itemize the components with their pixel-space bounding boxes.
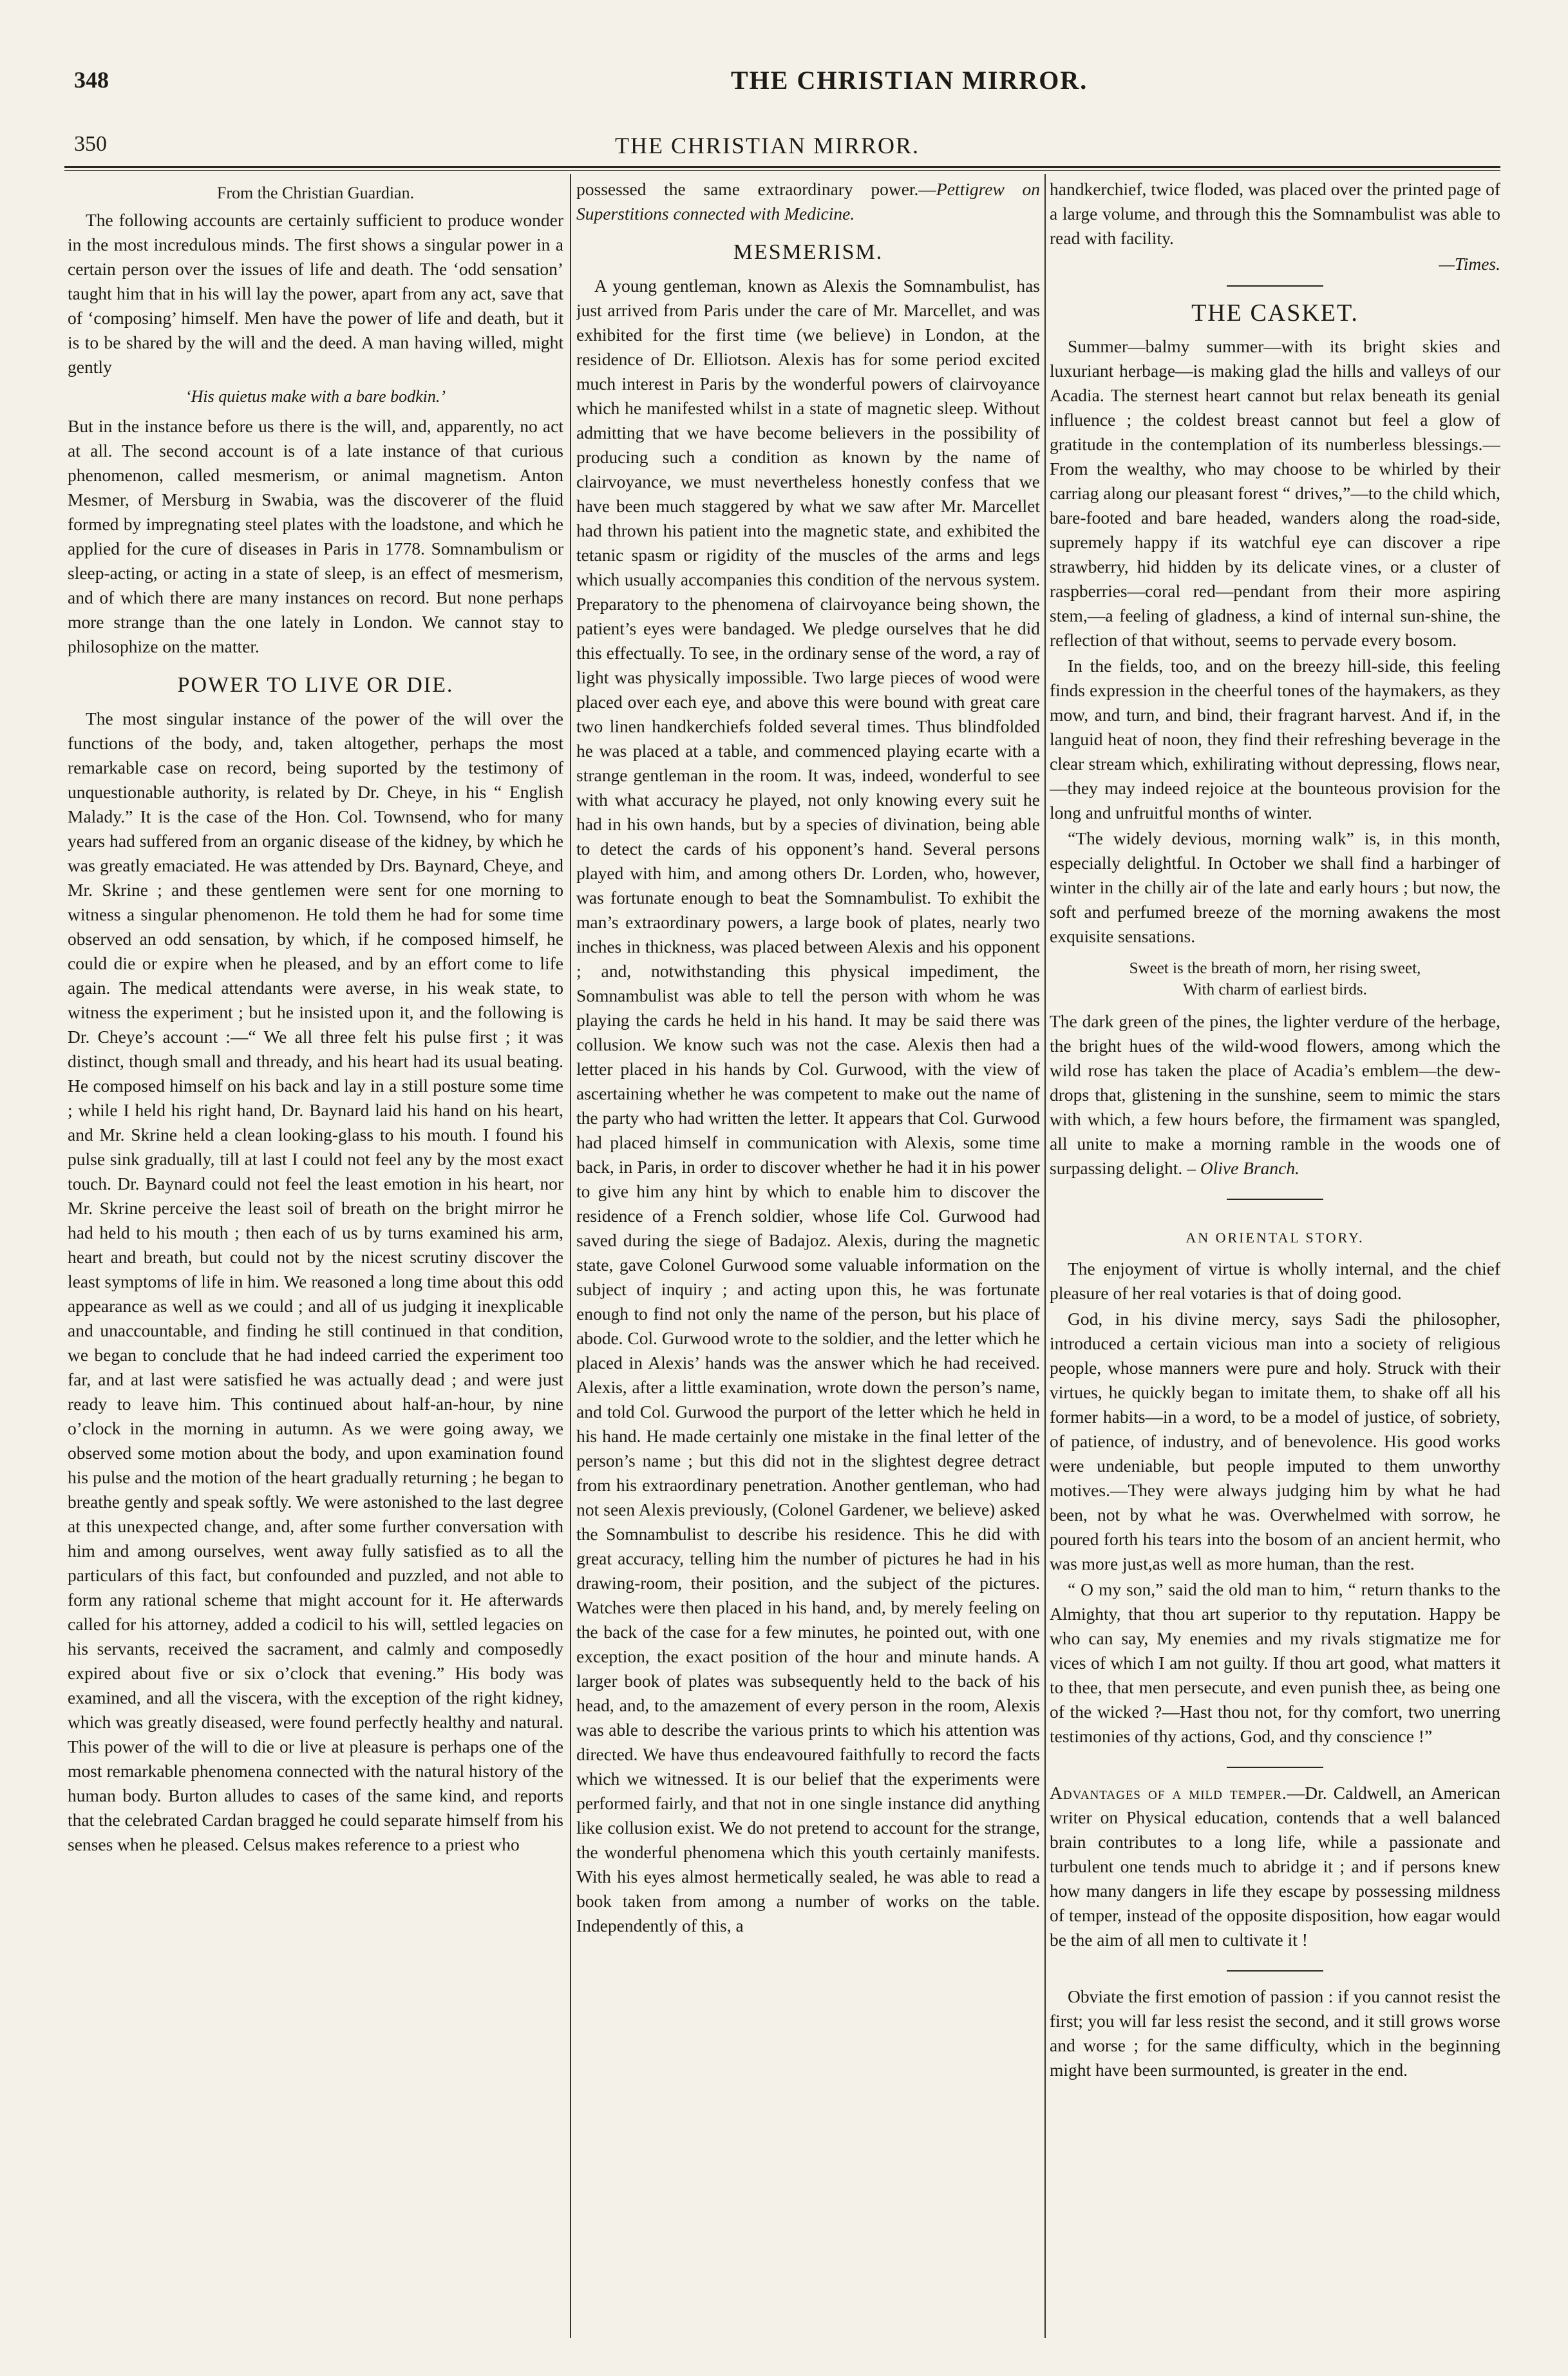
verse-quote (1050, 958, 1500, 1000)
obviate-paragraph: Obviate the first emotion of passion : if you cannot resist the first; you will far less resist the second, and it still grows worse and worse ; for the same difficulty, which in the beginning might have been surmounted, is greater in the end. (1050, 1986, 1500, 2080)
mild-temper-paragraph: Advantages of a mild temper.—Dr. Caldwell, an American writer on Physical education, contends that a well balanced brain contributes to a long life, while a passionate and turbulent one tends much to abridge it ; and if persons knew how many dangers in life they escape by possessing mildness of temper, instead of the opposite disposition, how eagar would be the aim of all men to cultivate it ! (1050, 1783, 1500, 1950)
verse-line-1: Sweet is the breath of morn, her rising sweet, (1129, 960, 1421, 977)
article-heading-casket: THE CASKET. (1191, 299, 1359, 327)
mild-temper-title: Advantages of a mild temper. (1050, 1783, 1287, 1803)
separator-2 (1227, 1199, 1323, 1200)
separator (1227, 285, 1323, 287)
masthead-title: THE CHRISTIAN MIRROR. (615, 133, 920, 158)
header-rule-thin (64, 170, 1500, 171)
separator-3 (1227, 1767, 1323, 1768)
page-header (74, 132, 1491, 164)
top-page-header (74, 61, 1478, 106)
verse-line-2: With charm of earliest birds. (1183, 981, 1367, 998)
article-heading-mesmerism: MESMERISM. (733, 240, 883, 264)
casket-paragraph-4: The dark green of the pines, the lighter verdure of the herbage, the bright hues of the wild-wood flowers, among which the wild rose has taken the place of Acadia’s emblem—the dew-drops that, glistening in the sunshine, seem to mimic the stars with which, a few hours before, the firmament was spangled, all unite to make a morning ramble in the woods one of surpassing delight. – Olive Branch. (1050, 1011, 1500, 1178)
story-paragraph-3: “ O my son,” said the old man to him, “ return thanks to the Almighty, that thou art superior to thy reputation. Happy be who can say, My enemies and my rivals stigmatize me for vices of which I am not guilty. If thou art good, what matters it to thee, that men persecute, and even punish thee, as being one of the wicked ?—Hast thou not, for thy comfort, two unerring testimonies of thy actions, God, and thy conscience !” (1050, 1579, 1500, 1746)
top-page-number: 348 (74, 67, 109, 93)
continued-text: possessed the same extraordinary power.—Pettigrew on Superstitions connected with Medicine. (576, 179, 1040, 223)
continued-text-col3: handkerchief, twice floded, was placed over the printed page of a large volume, and through this the Somnambulist was able to read with facility. (1050, 179, 1500, 248)
intro-continued: But in the instance before us there is the will, and, apparently, no act at all. The second account is of a late instance of that curious phenomenon, called mesmerism, or animal magnetism. Anton Mesmer, of Mersburg in Swabia, was the discoverer of the fluid formed by impregnating steel plates with the loadstone, and which he applied for the cure of diseases in Paris in 1778. Somnambulism or sleep-acting, or acting in a state of sleep, is an effect of mesmerism, and of which there are many instances on record. But none perhaps more strange than the one lately in London. We cannot stay to philosophize on the matter. (68, 416, 563, 656)
casket-paragraph-1: Summer—balmy summer—with its bright skies and luxuriant herbage—is making glad the hills and valleys of our Acadia. The sternest heart cannot but relax beneath its genial influence ; the coldest breast cannot but feel a glow of gratitude in the contemplation of its numberless blessings.—From the wealthy, who may choose to be whirled by their carriag along our pleasant forest “ drives,”—to the child which, bare-footed and bare headed, wanders along the road-side, supremely happy if its watchful eye can discover a ripe strawberry, hid hidden by its delicate vines, or a cluster of raspberries—coral red—pendant from their more aspiring stem,—a feeling of gladness, a kind of internal sun-shine, the reflection of that without, seems to pervade every bosom. (1050, 336, 1500, 650)
column-3 (1050, 177, 1500, 2341)
story-paragraph-1: The enjoyment of virtue is wholly internal, and the chief pleasure of her real votaries is that of doing good. (1050, 1259, 1500, 1303)
casket-paragraph-2: In the fields, too, and on the breezy hill-side, this feeling finds expression in the cheerful tones of the haymakers, as they mow, and turn, and bind, their fragrant harvest. And if, in the languid heat of noon, they find their refreshing beverage in the clear stream which, exhilirating without depressing, flows near,—they may indeed rejoice at the bounteous provision for the long and unfruitful months of winter. (1050, 656, 1500, 822)
top-masthead-title: THE CHRISTIAN MIRROR. (731, 66, 1088, 95)
column-1 (68, 177, 563, 2341)
article-body-power-to-live: The most singular instance of the power of the will over the functions of the body, and, taken altogether, perhaps the most remarkable case on record, being suported by the testimony of unquestionable authority, is related by Dr. Cheye, in his “ English Malady.” It is the case of the Hon. Col. Townsend, who for many years had suffered from an organic disease of the kidney, by which he was greatly emaciated. He was attended by Drs. Baynard, Cheye, and Mr. Skrine ; and these gentlemen were sent for one morning to witness a singular phenomenon. He told them he had for some time observed an odd sensation, by which, if he composed himself, he could die or expire when he pleased, and by an effort come to life again. The medical attendants were averse, in his weak state, to witness the experiment ; but he insisted upon it, and the following is Dr. Cheye’s account :—“ We all three felt his pulse first ; it was distinct, though small and thready, and his heart had its usual beating. He composed himself on his back and lay in a still posture some time ; while I held his right hand, Dr. Baynard laid his hand on his heart, and Mr. Skrine held a clean looking-glass to his mouth. I found his pulse sink gradually, till at last I could not feel any by the most exact touch. Dr. Baynard could not feel the least emotion in his heart, nor Mr. Skrine perceive the least soil of breath on the bright mirror he had held to his mouth ; then each of us by turns examined his arm, heart and breath, but could not by the nicest scrutiny discover the least symptoms of life in him. We reasoned a long time about this odd appearance as well as we could ; and all of us judging it inexplicable and unaccountable, and finding he still continued in that condition, we began to conclude that he had indeed carried the experiment too far, and at last were satisfied he was actually dead ; and were just ready to leave him. This continued about half-an-hour, by nine o’clock in the morning in autumn. As we were going away, we observed some motion about the body, and upon examination found his pulse and the motion of the heart gradually returning ; he began to breathe gently and speak softly. We were astonished to the last degree at this unexpected change, and, after some further conversation with him and among ourselves, went away fully satisfied as to all the particulars of this fact, but confounded and puzzled, and not able to form any rational scheme that might account for it. He afterwards called for his attorney, added a codicil to his will, settled legacies on his servants, received the sacrament, and calmly and composedly expired about five or six o’clock that evening.” His body was examined, and all the viscera, with the exception of the right kidney, which was greatly diseased, were found perfectly healthy and natural. This power of the will to die or live at pleasure is perhaps one of the most remarkable phenomena connected with the natural history of the human body. Burton alludes to cases of the same kind, and reports that the celebrated Cardan bragged he could separate himself from his senses when he pleased. Celsus makes reference to a priest who (68, 708, 563, 1854)
header-rule (64, 166, 1500, 168)
column-divider-1 (570, 174, 571, 2338)
casket-paragraph-3: “The widely devious, morning walk” is, in this month, especially delightful. In October we shall find a harbinger of winter in the chilly air of the late and early hours ; but now, the soft and perfumed breeze of the morning awakens the most exquisite sensations. (1050, 828, 1500, 946)
column-2 (576, 177, 1040, 2341)
casket-source: Olive Branch. (1200, 1158, 1300, 1178)
continued-source: Pettigrew on Superstitions connected with Medicine. (576, 179, 1040, 223)
source-credit: From the Christian Guardian. (216, 184, 415, 202)
story-paragraph-2: God, in his divine mercy, says Sadi the philosopher, introduced a certain vicious man into a society of religious people, whose manners were pure and holy. Struck with their virtues, he quickly began to imitate them, to shake off all his former habits—in a word, to be a model of justice, of sobriety, of patience, of industry, and of benevolence. His good works were undeniable, but people imputed to them unworthy motives.—They were always judging him by what he had been, not by what he was. Overwhelmed with sorrow, he poured forth his tears into the bosom of an ancient hermit, who was more just,as well as more human, than the rest. (1050, 1309, 1500, 1573)
article-body-mesmerism: A young gentleman, known as Alexis the Somnambulist, has just arrived from Paris under the care of Mr. Marcellet, and was exhibited for the first time (we believe) in London, at the residence of Dr. Elliotson. Alexis has for some period excited much interest in Paris by the wonderful powers of clairvoyance which he manifested whilst in a state of magnetic sleep. Without admitting that we have become believers in the possibility of producing such a condition as known by the name of clairvoyance, we must nevertheless honestly confess that we have been much staggered by what we saw after Mr. Marcellet had thrown his patient into the magnetic state, and exhibited the tetanic spasm or rigidity of the muscles of the arms and legs which usually accompanies this condition of the nervous system. Preparatory to the phenomena of clairvoyance being shown, the patient’s eyes were bandaged. We pledge ourselves that he did this effectually. To see, in the ordinary sense of the word, a ray of light was physically impossible. Two large pieces of wood were placed over each eye, and above this were bound with great care two linen handkerchiefs folded several times. Thus blindfolded he was placed at a table, and commenced playing ecarte with a strange gentleman in the room. It was, indeed, wonderful to see with what accuracy he played, not only knowing every suit he had in his own hands, but by a species of divination, being able to detect the cards of his opponent’s hand. Several persons played with him, and among others Dr. Lorden, who, however, was fortunate enough to beat the Somnambulist. To exhibit the man’s extraordinary powers, a large book of plates, nearly two inches in thickness, was placed between Alexis and his opponent ; and, notwithstanding this physical impediment, the Somnambulist was able to tell the person with whom he was playing the cards he held in his hand. It may be said there was collusion. We know such was not the case. Alexis then had a letter placed in his hands by Col. Gurwood, with the view of ascertaining whether he was competent to make out the name of the party who had written the letter. It appears that Col. Gurwood had placed himself in communication with Alexis, some time back, in Paris, in order to discover whether he had it in his power to give him any hint by which to enable him to discover the residence of a French soldier, whose life Col. Gurwood had saved during the siege of Badajoz. Alexis, during the magnetic state, gave Colonel Gurwood some valuable information on the subject of inquiry ; and acting upon this, he was fortunate enough to find not only the name of the person, but his place of abode. Col. Gurwood wrote to the soldier, and the letter which he placed in Alexis’ hands was the answer which he had received. Alexis, after a little examination, wrote down the person’s name, and told Col. Gurwood the purport of the letter which he held in his hand. He made certainly one mistake in the final letter of the person’s name ; but this did not in the slightest degree detract from his extraordinary penetration. Another gentleman, who had not seen Alexis previously, (Colonel Gardener, we believe) asked the Somnambulist to describe his residence. This he did with great accuracy, telling him the number of pictures he had in his drawing-room, their position, and the subject of the pictures. Watches were then placed in his hand, and, by merely feeling on the back of the case for a few minutes, he pointed out, with one exception, the exact position of the hour and minute hands. A larger book of plates was subsequently held to the back of his head, and, to the amazement of every person in the room, Alexis was able to describe the various prints to which his attention was directed. We have thus endeavoured faithfully to record the facts which we witnessed. It is our belief that the experiments were performed fairly, and that not in one single instance did anything like collusion exist. We do not pretend to account for the strange, the wonderful phenomena which this youth certainly manifests. With his eyes almost hermetically sealed, he was able to read a book taken from among a number of works on the table. Independently of this, a (576, 276, 1040, 1935)
article-heading-power-to-live: POWER TO LIVE OR DIE. (177, 673, 454, 697)
separator-4 (1227, 1970, 1323, 1972)
quotation: ‘His quietus make with a bare bodkin.’ (185, 387, 446, 406)
page-number: 350 (74, 132, 107, 156)
column-divider-2 (1044, 174, 1046, 2338)
article-heading-oriental-story: AN ORIENTAL STORY. (1185, 1230, 1365, 1246)
intro-paragraph: The following accounts are certainly sufficient to produce wonder in the most incredulous minds. The first shows a singular power in a certain person over the issues of life and death. The ‘odd sensation’ taught him that in his will lay the power, apart from any act, save that of ‘composing’ himself. Men have the power of life and death, but it is to be shared by the will and the deed. A man having willed, might gently (68, 210, 563, 377)
continued-source-col3: —Times. (1439, 254, 1500, 274)
